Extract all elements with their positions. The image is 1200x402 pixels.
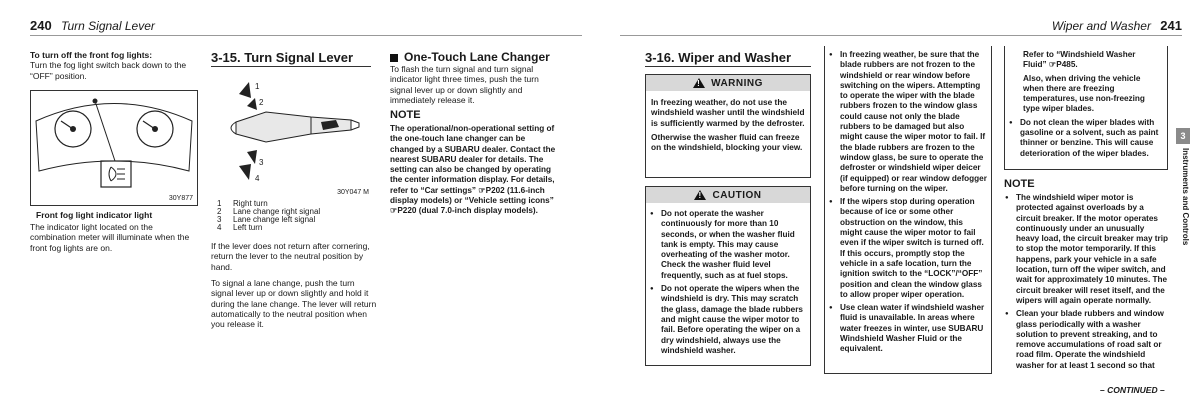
wiper-heading: 3-16. Wiper and Washer [645, 50, 792, 65]
caution-list [646, 203, 810, 356]
caution-triangle-icon [694, 190, 706, 200]
freezing-blades-text: Also, when driving the vehicle when there are freezing temperatures, use non-freezing type wiper blades. [1023, 73, 1145, 114]
fog-light-section [30, 50, 198, 81]
otlc-note-title: NOTE [390, 109, 421, 121]
right-header-title: Wiper and Washer [1051, 19, 1151, 33]
turn-lever-illustration [211, 72, 371, 200]
warning-triangle-icon [693, 78, 705, 88]
caution-item: ● Use clean water if windshield washer fluid is unavailable. In areas where water freezes in winter, use SUBARU Windshield Washer Fluid or the equivalent. [828, 303, 987, 354]
caution-continued-list [825, 46, 991, 355]
fog-caption: Front fog light indicator light [36, 210, 153, 220]
wiper-note-list [1004, 193, 1168, 374]
wiper-heading-rule [645, 66, 811, 67]
turn-figure-label-4: 4 [255, 174, 260, 183]
caution-item: ● If the wipers stop during operation because of ice or some other obstruction on the window, this might cause the wiper motor to fail even if the wiper switch is turned off. If this occurs, promptly stop the vehicle in a safe location, turn the ignition switch to the “LOCK”/“OFF” position and clean the window glass to allow proper wiper operation. [828, 197, 987, 300]
continued-marker: – CONTINUED – [1100, 385, 1165, 395]
caution-header: ! CAUTION [646, 187, 810, 203]
right-header-rule [620, 35, 1182, 36]
caution-item: ● Do not operate the washer continuously for more than 10 seconds, or when the washer fluid tank is empty. This may cause overheating of the washer motor. Check the washer fluid level frequently, such as at fuel stops. [649, 209, 806, 281]
chapter-tab-label: Instruments and Controls [1181, 148, 1190, 246]
note-item: ● Clean your blade rubbers and window glass periodically with a washer solution to prevent streaking, and to remove accumulations of road salt or road film. Operate the windshield washer for at least 1 second so that [1004, 309, 1168, 371]
legend-row: 2 Lane change right signal [217, 207, 321, 216]
turn-figure-label-1: 1 [255, 82, 260, 91]
square-bullet-icon [390, 54, 398, 62]
otlc-heading: One-Touch Lane Changer [390, 50, 550, 64]
turn-heading-rule [211, 66, 371, 67]
fog-after-text: The indicator light located on the combination meter will illuminate when the front fog lights are on. [30, 222, 190, 253]
left-header-rule [30, 35, 582, 36]
turn-paragraph-2: To signal a lane change, push the turn signal lever up or down slightly and hold it during the lane change. The lever will return automatically to the neutral position when you release it. [211, 278, 377, 330]
turn-figure-code: 30Y047 M [337, 189, 369, 196]
caution-continued-box [824, 46, 992, 374]
note-item: ● The windshield wiper motor is protected against overloads by a circuit breaker. If the motor operates continuously under an unusually heavy load, the circuit breaker may trip to stop the motor temporarily. If this happens, park your vehicle in a safe location, turn off the wiper switch, and wait for approximately 10 minutes. The circuit breaker will reset itself, and the wipers will again operate normally. [1004, 193, 1168, 306]
left-page-header [30, 18, 155, 33]
turn-figure-label-3: 3 [259, 158, 264, 167]
left-header-title: Turn Signal Lever [61, 19, 155, 33]
turn-signal-figure [211, 72, 371, 200]
warning-paragraph-1: In freezing weather, do not use the windshield washer until the windshield is sufficiently warmed by the defroster. [651, 97, 805, 128]
caution-continued-box-2 [1004, 46, 1168, 170]
right-page-number: 241 [1160, 18, 1182, 33]
otlc-text: To flash the turn signal and turn signal indicator light three times, push the turn signal lever up or down slightly and immediately release it. [390, 64, 539, 105]
caution-box [645, 186, 811, 366]
legend-row: 3 Lane change left signal [217, 215, 316, 224]
caution-item: ● In freezing weather, be sure that the blade rubbers are not frozen to the windshield or rear window before switching on the wipers. Attempting to operate the wiper with the blade rubbers frozen to the window glass could cause not only the blade rubbers to be damaged but also might cause the wiper motor to fail. If the blade rubbers are frozen to the window glass, be sure to operate the defroster or windshield wiper deicer (if equipped) or rear window defogger before turning on the wiper. [828, 50, 987, 194]
turn-signal-heading: 3-15. Turn Signal Lever [211, 50, 354, 65]
otlc-note-text: The operational/non-operational setting of the one-touch lane changer can be changed by a SUBARU dealer. Contact the nearest SUBARU dealer for details. The setting can also be changed by operating the center information display. For details, refer to “Car settings” ☞P202 (11.6-inch display models) or “Vehicle setting icons” ☞P220 (dual 7.0-inch display models). [390, 124, 556, 216]
legend-row: 1 Right turn [217, 199, 268, 208]
wiper-note-title: NOTE [1004, 178, 1035, 190]
warning-box [645, 74, 811, 178]
fog-text: Turn the fog light switch back down to the “OFF” position. [30, 60, 187, 81]
combination-meter-illustration [31, 91, 197, 205]
caution-item: ● Do not clean the wiper blades with gasoline or a solvent, such as paint thinner or benzine. This will cause deterioration of the wiper blades. [1008, 118, 1163, 159]
solvent-list [1005, 115, 1167, 159]
right-page-header [1052, 18, 1182, 33]
turn-legend [217, 200, 377, 232]
warning-paragraph-2: Otherwise the washer fluid can freeze on the windshield, blocking your view. [651, 131, 803, 153]
fog-figure [30, 90, 198, 206]
turn-paragraph-1: If the lever does not return after cornering, return the lever to the neutral position by hand. [211, 241, 370, 272]
fog-figure-code: 30Y877 [168, 195, 193, 202]
washer-fluid-ref: Refer to “Windshield Washer Fluid” ☞P485. [1023, 50, 1136, 70]
legend-row: 4 Left turn [217, 223, 263, 232]
warning-header: ! WARNING [646, 75, 810, 91]
left-page-number: 240 [30, 18, 52, 33]
turn-figure-label-2: 2 [259, 98, 264, 107]
caution-item: ● Do not operate the wipers when the windshield is dry. This may scratch the glass, damage the blade rubbers and might cause the wiper motor to fail. Before operating the wiper on a dry windshield, always use the windshield washer. [649, 284, 806, 356]
fog-heading: To turn off the front fog lights: [30, 50, 153, 60]
chapter-tab-number: 3 [1176, 128, 1190, 144]
